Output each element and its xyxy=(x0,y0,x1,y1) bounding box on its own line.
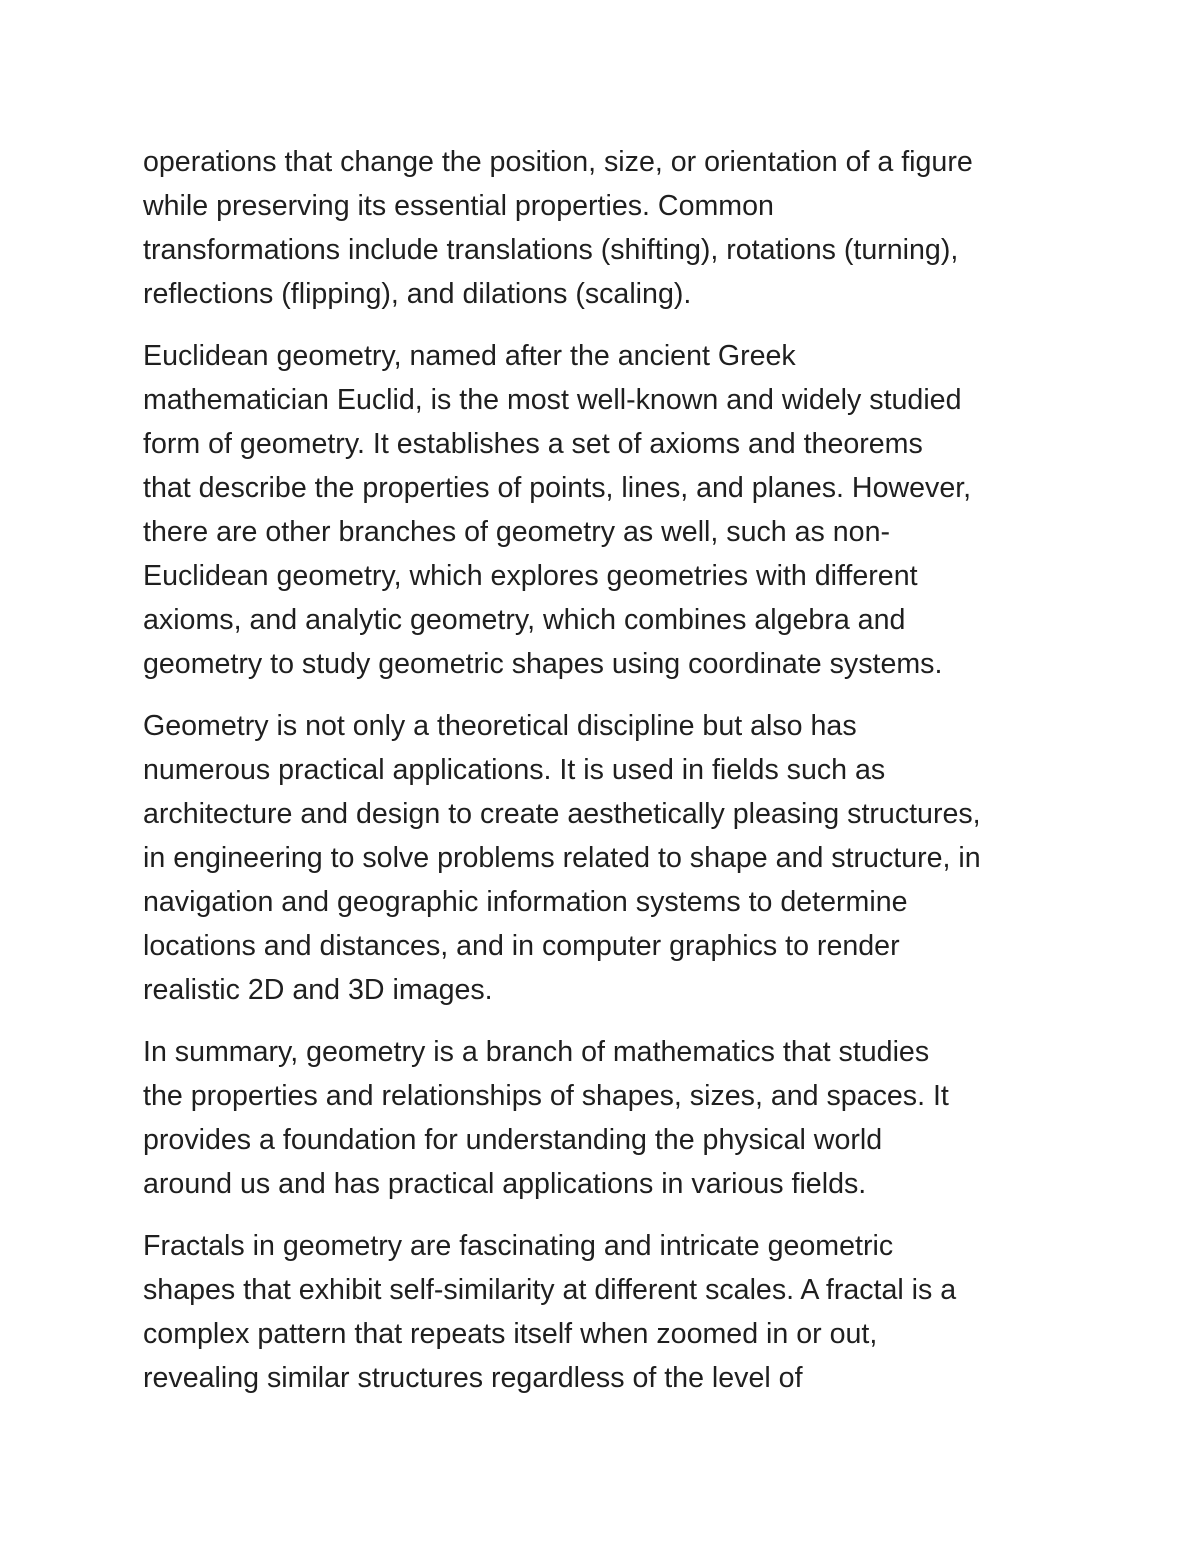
text-line: around us and has practical applications in various fields. xyxy=(143,1168,867,1200)
text-line: that describe the properties of points, lines, and planes. However, xyxy=(143,472,972,504)
paragraph-fractals xyxy=(143,1224,1073,1400)
text-line: locations and distances, and in computer graphics to render xyxy=(143,930,900,962)
text-line: the properties and relationships of shapes, sizes, and spaces. It xyxy=(143,1080,949,1112)
paragraph-transformations xyxy=(143,140,1073,316)
paragraph-summary xyxy=(143,1030,1073,1206)
document-body xyxy=(143,140,1073,1418)
text-line: there are other branches of geometry as well, such as non- xyxy=(143,516,891,548)
text-line: realistic 2D and 3D images. xyxy=(143,974,493,1006)
text-line: Geometry is not only a theoretical discipline but also has xyxy=(143,710,857,742)
text-line: complex pattern that repeats itself when zoomed in or out, xyxy=(143,1318,878,1350)
text-line: while preserving its essential properties. Common xyxy=(143,190,774,222)
text-line: Euclidean geometry, named after the ancient Greek xyxy=(143,340,796,372)
text-line: Euclidean geometry, which explores geometries with different xyxy=(143,560,918,592)
text-line: mathematician Euclid, is the most well-known and widely studied xyxy=(143,384,962,416)
text-line: reflections (flipping), and dilations (scaling). xyxy=(143,278,692,310)
text-line: transformations include translations (shifting), rotations (turning), xyxy=(143,234,959,266)
text-line: architecture and design to create aesthetically pleasing structures, xyxy=(143,798,981,830)
text-line: In summary, geometry is a branch of mathematics that studies xyxy=(143,1036,930,1068)
text-line: provides a foundation for understanding the physical world xyxy=(143,1124,883,1156)
paragraph-euclidean xyxy=(143,334,1073,686)
text-line: operations that change the position, size, or orientation of a figure xyxy=(143,146,973,178)
text-line: navigation and geographic information systems to determine xyxy=(143,886,908,918)
text-line: in engineering to solve problems related to shape and structure, in xyxy=(143,842,981,874)
text-line: geometry to study geometric shapes using coordinate systems. xyxy=(143,648,943,680)
text-line: shapes that exhibit self-similarity at different scales. A fractal is a xyxy=(143,1274,957,1306)
text-line: revealing similar structures regardless of the level of xyxy=(143,1362,803,1394)
paragraph-applications xyxy=(143,704,1073,1012)
text-line: form of geometry. It establishes a set of axioms and theorems xyxy=(143,428,923,460)
text-line: numerous practical applications. It is used in fields such as xyxy=(143,754,886,786)
text-line: Fractals in geometry are fascinating and intricate geometric xyxy=(143,1230,894,1262)
text-line: axioms, and analytic geometry, which combines algebra and xyxy=(143,604,906,636)
